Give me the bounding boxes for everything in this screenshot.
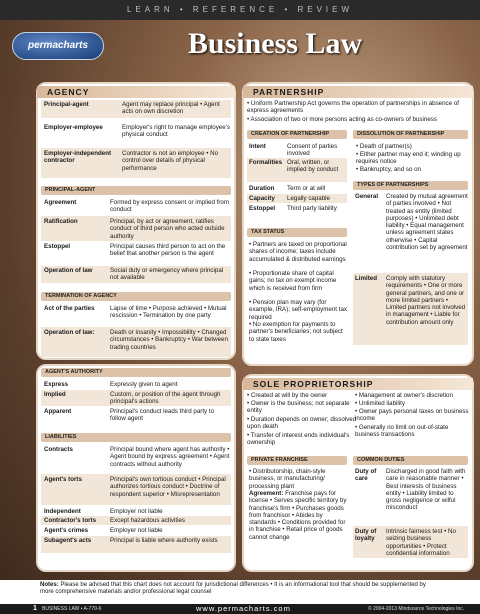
term: Intent <box>249 143 266 150</box>
bullet: • Owner is the business; not separate entity <box>247 400 350 415</box>
term: Act of the parties <box>44 305 95 312</box>
bullet: • No exemption for payments to partner's beneficiaries; not subject to state taxes <box>249 321 343 343</box>
authority-heading: AGENT'S AUTHORITY <box>41 368 231 377</box>
term: Contractor's torts <box>44 517 97 524</box>
bullet: • Death of partner(s) <box>356 143 412 150</box>
bullet: • Duration depends on owner; dissolved upon death <box>247 416 357 431</box>
term: Express <box>44 381 69 388</box>
bullet: • Created at will by the owner <box>247 392 328 399</box>
tax-heading: TAX STATUS <box>247 228 347 237</box>
desc: Created by mutual agreement of parties involved • Not treated as entity (limited purposes) • Unlimited debt liability • Equal management unless agreement states otherwise • Capital contribution set by agreement <box>386 193 468 252</box>
desc: Death or insanity • Impossibility • Changed circumstances • Bankruptcy • War between trading countries <box>110 329 228 351</box>
notes: Notes: Please be advised that this chart does not account for jurisdictional differences • It is an informational tool that should be supplemented by more comprehensive materials and/or professional legal counsel <box>0 580 480 604</box>
term: Employer-employee <box>44 124 103 131</box>
term: Estoppel <box>249 205 276 212</box>
franchise-heading: PRIVATE FRANCHISE <box>247 456 347 465</box>
sole-heading: SOLE PROPRIETORSHIP <box>243 378 473 390</box>
desc: Comply with statutory requirements • One or more general partners, and one or more limited partners • Limited partners not involved in management • Liable for contribution amount only <box>386 275 466 326</box>
types-heading: TYPES OF PARTNERSHIPS <box>353 181 468 190</box>
term: Agreement <box>44 199 77 206</box>
liabilities-heading: LIABILITIES <box>41 433 231 442</box>
product-code: BUSINESS LAW • A-770-6 <box>42 606 102 612</box>
desc: Employer not liable <box>110 508 163 515</box>
footer <box>0 604 480 614</box>
desc: Term or at will <box>287 185 326 192</box>
term: General <box>355 193 379 200</box>
term: Operation of law <box>44 267 93 274</box>
website-link[interactable]: www.permacharts.com <box>196 604 291 613</box>
desc: Agent may replace principal • Agent acts on own discretion <box>122 101 220 116</box>
term: Duration <box>249 185 275 192</box>
term: Agent's torts <box>44 476 82 483</box>
term: Employer-independent contractor <box>44 150 112 165</box>
desc: Principal's own tortious conduct • Principal authorizes tortious conduct • Doctrine of respondent superior • Misrepresentation <box>110 476 226 498</box>
term: Duty of care <box>355 468 377 483</box>
bullet: • Transfer of interest ends individual's ownership <box>247 432 350 447</box>
term: Contracts <box>44 446 73 453</box>
bullet: • Association of two or more persons acting as co-owners of business <box>247 116 437 123</box>
desc: Principal causes third person to act on the belief that another person is the agent <box>110 243 226 258</box>
desc: Principal bound where agent has authority • Agent bound by express agreement • Agent contracts without authority <box>110 446 230 468</box>
term: Subagent's acts <box>44 537 92 544</box>
bullet: • Generally no limit on out-of-state business transactions <box>355 424 449 439</box>
bullet: • Either partner may end it; winding up requires notice <box>356 151 461 166</box>
copyright: © 2004-2013 Mindsource Technologies Inc. <box>368 606 465 612</box>
top-banner: LEARN • REFERENCE • REVIEW <box>0 0 480 20</box>
bullet: • Owner pays personal taxes on business income <box>355 408 469 423</box>
permacharts-logo[interactable]: permacharts <box>12 32 104 60</box>
principal-agent-heading: PRINCIPAL-AGENT <box>41 186 231 195</box>
desc: Lapse of time • Purpose achieved • Mutual rescission • Termination by one party <box>110 305 227 320</box>
bullet: • Proportionate share of capital gains; no tax on exempt income which is received from firm <box>249 270 337 292</box>
desc: Intrinsic fairness test • No seizing business opportunities • Protect confidential information <box>386 528 456 557</box>
term: Limited <box>355 275 378 282</box>
bullet: • Bankruptcy, and so on <box>356 166 422 173</box>
desc: Consent of parties involved <box>287 143 338 158</box>
bullet: • Unlimited liability <box>355 400 405 407</box>
desc: Except hazardous activities <box>110 517 185 524</box>
franchise-agreement: Agreement: Franchise pays for license • Serves specific territory by franchise's firm • Purchases goods from franchisor • Abides by standards • Conditions provided for in franchise • Retail price of goods cannot change <box>249 490 347 541</box>
desc: Employer not liable <box>110 527 163 534</box>
desc: Third party liability <box>287 205 337 212</box>
term: Formalities <box>249 159 283 166</box>
desc: Contractor is not an employee • No control over details of physical performance <box>122 150 219 172</box>
creation-heading: CREATION OF PARTNERSHIP <box>247 130 347 139</box>
term: Independent <box>44 508 81 515</box>
desc: Principal, by act or agreement, ratifies conduct of third person who acted outside authority <box>110 218 225 240</box>
desc: Legally capable <box>287 195 331 202</box>
duties-heading: COMMON DUTIES <box>353 456 468 465</box>
bullet: • Pension plan may vary (for example, IRA); self-employment tax required <box>249 299 348 321</box>
term: Implied <box>44 391 66 398</box>
desc: Expressly given to agent <box>110 381 178 388</box>
bullet: • Distributorship, chain-style business, or manufacturing/ processing plant <box>249 468 326 490</box>
desc: Oral, written, or implied by conduct <box>287 159 339 174</box>
desc: Discharged in good faith with care in reasonable manner • Best interests of business entity • Liability limited to gross negligence or wilful misconduct <box>386 468 466 512</box>
term: Duty of loyalty <box>355 528 377 543</box>
term: Estoppel <box>44 243 71 250</box>
desc: Principal is liable where authority exists <box>110 537 218 544</box>
partnership-heading: PARTNERSHIP <box>243 86 473 98</box>
desc: Employer's right to manage employee's physical conduct <box>122 124 230 139</box>
desc: Principal's conduct leads third party to follow agent <box>110 408 215 423</box>
desc: Social duty or emergency where principal not available <box>110 267 224 282</box>
page-title: Business Law <box>187 27 363 60</box>
term: Ratification <box>44 218 78 225</box>
dissolution-heading: DISSOLUTION OF PARTNERSHIP <box>353 130 468 139</box>
desc: Custom, or position of the agent through principal's actions <box>110 391 221 406</box>
term: Principal-agent <box>44 101 89 108</box>
desc: Formed by express consent or implied from conduct <box>110 199 229 214</box>
bullet: • Uniform Partnership Act governs the operation of partnerships in absence of express agreements <box>247 100 459 115</box>
bullet: • Management at owner's discretion <box>355 392 453 399</box>
bullet: • Partners are taxed on proportional shares of income; taxes include accumulated & distributed earnings <box>249 241 347 263</box>
page-number: 1 <box>33 605 37 612</box>
term: Agent's crimes <box>44 527 89 534</box>
term: Apparent <box>44 408 72 415</box>
agency-heading: AGENCY <box>37 86 235 98</box>
term: Operation of law: <box>44 329 95 336</box>
termination-heading: TERMINATION OF AGENCY <box>41 292 231 301</box>
term: Capacity <box>249 195 275 202</box>
